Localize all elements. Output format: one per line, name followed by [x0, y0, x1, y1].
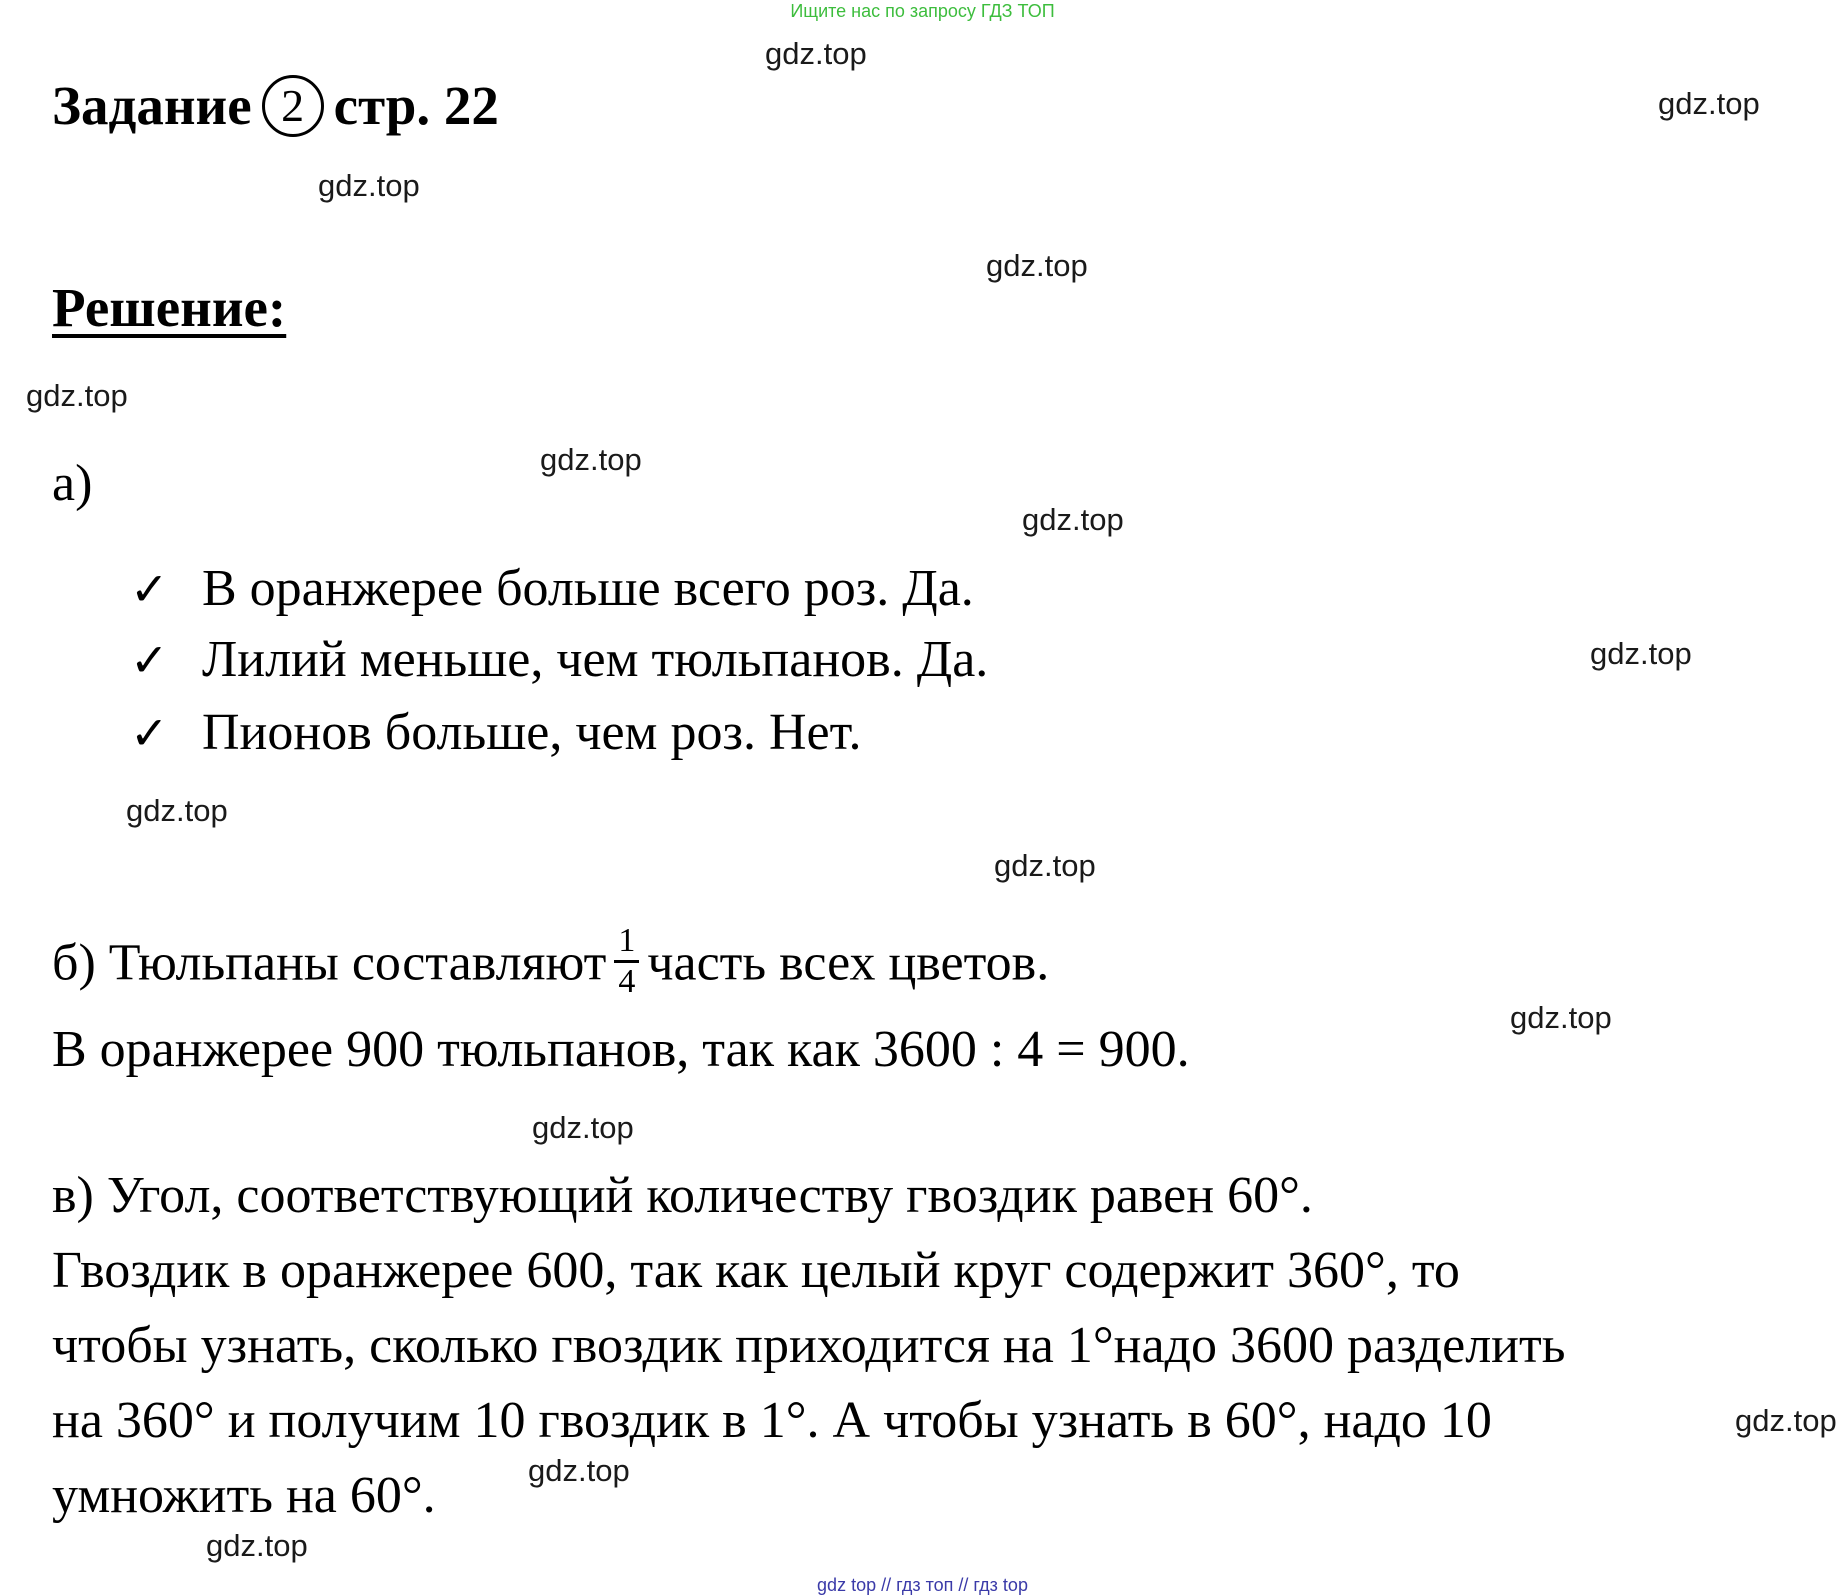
- watermark: gdz.top: [206, 1528, 308, 1563]
- top-banner: Ищите нас по запросу ГДЗ ТОП: [790, 1, 1055, 21]
- checkmark-icon: ✓: [130, 708, 169, 759]
- part-c-line-4: на 360° и получим 10 гвоздик в 1°. А чтобы узнать в 60°, надо 10: [52, 1392, 1492, 1449]
- fraction-numerator: 1: [614, 924, 639, 963]
- watermark: gdz.top: [765, 36, 867, 71]
- checkmark-icon: ✓: [130, 564, 169, 615]
- watermark: gdz.top: [1735, 1403, 1837, 1438]
- part-c-line-2: Гвоздик в оранжерее 600, так как целый круг содержит 360°, то: [52, 1242, 1460, 1299]
- watermark: gdz.top: [26, 378, 128, 413]
- task-heading-prefix: Задание: [52, 75, 252, 136]
- part-b-line-2: В оранжерее 900 тюльпанов, так как 3600 : 4 = 900.: [52, 1021, 1190, 1078]
- watermark: gdz.top: [1658, 86, 1760, 121]
- part-c-line-5: умножить на 60°.: [52, 1467, 436, 1524]
- bottom-banner: gdz top // гдз топ // гдз top: [817, 1575, 1028, 1595]
- check-item-text: Пионов больше, чем роз. Нет.: [202, 704, 862, 761]
- part-b-text-after: часть всех цветов.: [647, 934, 1050, 992]
- checkmark-icon: ✓: [130, 635, 169, 686]
- watermark: gdz.top: [540, 442, 642, 477]
- watermark: gdz.top: [986, 248, 1088, 283]
- part-c-line-1: в) Угол, соответствующий количеству гвоздик равен 60°.: [52, 1167, 1313, 1224]
- check-item-2: [130, 631, 989, 688]
- part-b-line-1: [52, 922, 1050, 1005]
- fraction-denominator: 4: [618, 963, 636, 1000]
- check-item-3: [130, 704, 862, 761]
- task-heading-suffix: стр. 22: [333, 75, 499, 136]
- task-number-circle: 2: [262, 75, 324, 137]
- check-item-text: Лилий меньше, чем тюльпанов. Да.: [202, 631, 989, 688]
- part-c-line-3: чтобы узнать, сколько гвоздик приходится на 1°надо 3600 разделить: [52, 1317, 1566, 1374]
- watermark: gdz.top: [1510, 1000, 1612, 1035]
- task-heading: [52, 75, 499, 142]
- watermark: gdz.top: [126, 793, 228, 828]
- solution-label: Решение:: [52, 277, 287, 338]
- watermark: gdz.top: [318, 168, 420, 203]
- fraction-one-quarter: [614, 924, 639, 999]
- watermark: gdz.top: [994, 848, 1096, 883]
- watermark: gdz.top: [532, 1110, 634, 1145]
- check-item-1: [130, 560, 974, 617]
- watermark: gdz.top: [1590, 636, 1692, 671]
- part-a-label: а): [52, 455, 93, 512]
- watermark: gdz.top: [528, 1453, 630, 1488]
- check-item-text: В оранжерее больше всего роз. Да.: [202, 560, 974, 617]
- watermark: gdz.top: [1022, 502, 1124, 537]
- part-b-text-before: б) Тюльпаны составляют: [52, 934, 607, 992]
